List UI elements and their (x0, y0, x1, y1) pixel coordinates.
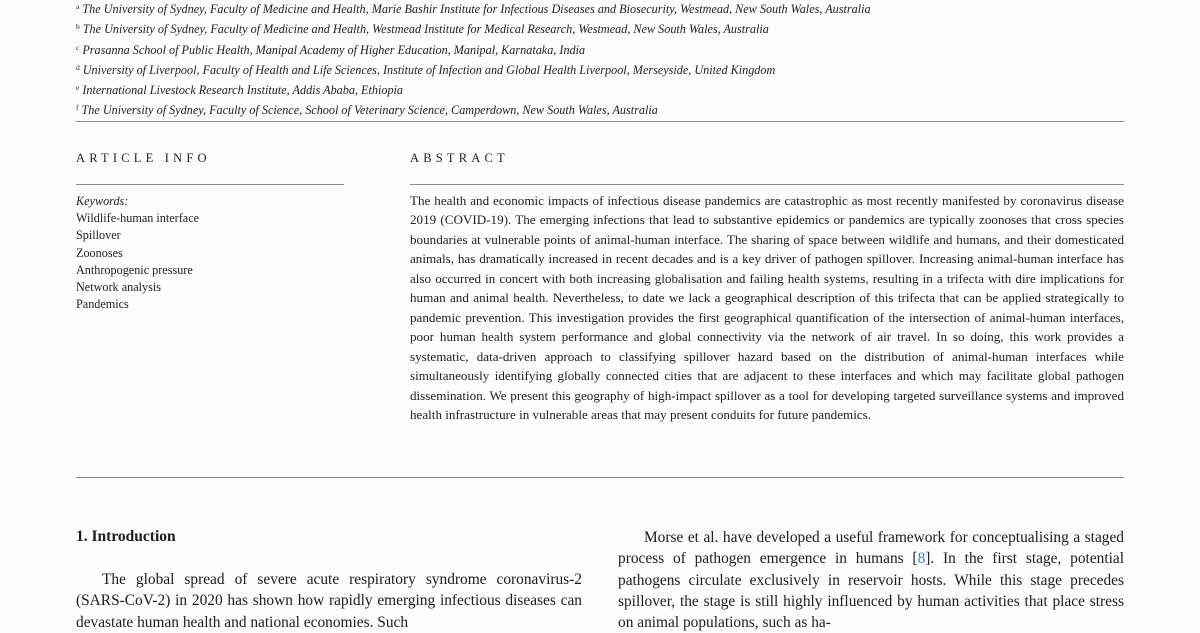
keyword: Zoonoses (76, 245, 123, 260)
keywords-title: Keywords: (76, 194, 129, 208)
affiliation-mark: b (76, 22, 80, 32)
affiliation (76, 79, 1126, 99)
abstract-bottom-divider (76, 477, 1124, 478)
keyword: Wildlife-human interface (76, 211, 200, 226)
introduction-right-paragraph (618, 527, 1124, 633)
affiliation-mark: f (76, 103, 79, 113)
affiliation (76, 59, 1126, 79)
affiliation-text: International Livestock Research Institute, Addis Ababa, Ethiopia (82, 83, 404, 98)
affiliation-mark: c (76, 42, 80, 52)
abstract-divider (410, 184, 1124, 185)
affiliation-mark: d (76, 62, 80, 72)
article-info-divider (76, 184, 344, 185)
top-divider (76, 121, 1124, 122)
keyword: Pandemics (76, 297, 129, 312)
keyword: Anthropogenic pressure (76, 262, 193, 277)
affiliations-list (76, 0, 1126, 120)
affiliation-text: The University of Sydney, Faculty of Medicine and Health, Westmead Institute for Medical Research, Westmead, New South Wales, Australia (82, 22, 769, 37)
keyword: Network analysis (76, 280, 161, 295)
abstract-text: The health and economic impacts of infectious disease pandemics are catastrophic as most recently manifested by coronavirus disease 2019 (COVID-19). The emerging infections that lead to substantive epidemics or pandemics are typically zoonoses that cross species boundaries at vulnerable points of animal-human interface. The sharing of space between wildlife and humans, and their domesticated animals, has dramatically increased in recent decades and is a key driver of pathogen spillover. Increasing animal-human interface has also occurred in concert with both increasing globalisation and failing health systems, resulting in a trifecta with dire implications for human and animal health. Nevertheless, to date we lack a geographical description of this trifecta that can be applied strategically to pandemic prevention. This investigation provides the first geographical quantification of the intersection of animal-human interfaces, poor human health system performance and global connectivity via the network of air travel. In so doing, this work provides a systematic, data-driven approach to classifying spillover hazard based on the distribution of animal-human interfaces while simultaneously identifying globally connected cities that are adjacent to these interfaces and which may facilitate global pathogen dissemination. We present this geography of high-impact spillover as a tool for developing targeted surveillance systems and improved health infrastructure in vulnerable areas that may present conduits for future pandemics. (410, 193, 1124, 422)
introduction-heading: 1. Introduction (76, 528, 176, 545)
affiliation-text: Prasanna School of Public Health, Manipal Academy of Higher Education, Manipal, Karnataka, India (82, 42, 586, 57)
affiliation-text: The University of Sydney, Faculty of Medicine and Health, Marie Bashir Institute for Infectious Diseases and Biosecurity, Westmead, New South Wales, Australia (82, 2, 871, 16)
affiliation-text: The University of Sydney, Faculty of Science, School of Veterinary Science, Camperdown, New South Wales, Australia (81, 103, 658, 118)
affiliation (76, 0, 1126, 18)
keyword: Spillover (76, 228, 121, 243)
affiliation-text: University of Liverpool, Faculty of Health and Life Sciences, Institute of Infection and Global Health Liverpool, Merseyside, United Kingdom (82, 62, 776, 77)
keywords-list (76, 193, 346, 313)
affiliation (76, 99, 1126, 119)
affiliation (76, 18, 1126, 38)
article-info-heading: ARTICLE INFO (76, 151, 211, 165)
paragraph-text: Morse et al. have developed a useful framework for conceptualising a staged process of pathogen emergence in humans [ (618, 529, 1124, 568)
paragraph-text: ]. In the first stage, potential pathogens circulate exclusively in reservoir hosts. While this stage precedes spillover, the stage is still highly influenced by human activities that place stress on animal populations, such as ha- (618, 550, 1124, 632)
citation-link[interactable]: 8 (917, 550, 926, 568)
abstract-heading: ABSTRACT (410, 151, 509, 165)
affiliation (76, 39, 1126, 59)
affiliation-mark: a (76, 2, 80, 11)
introduction-left-paragraph: The global spread of severe acute respiratory syndrome coronavirus-2 (SARS-CoV-2) in 2020 has shown how rapidly emerging infectious diseases can devastate human health and national economies. Such (76, 571, 582, 631)
affiliation-mark: e (76, 83, 80, 93)
